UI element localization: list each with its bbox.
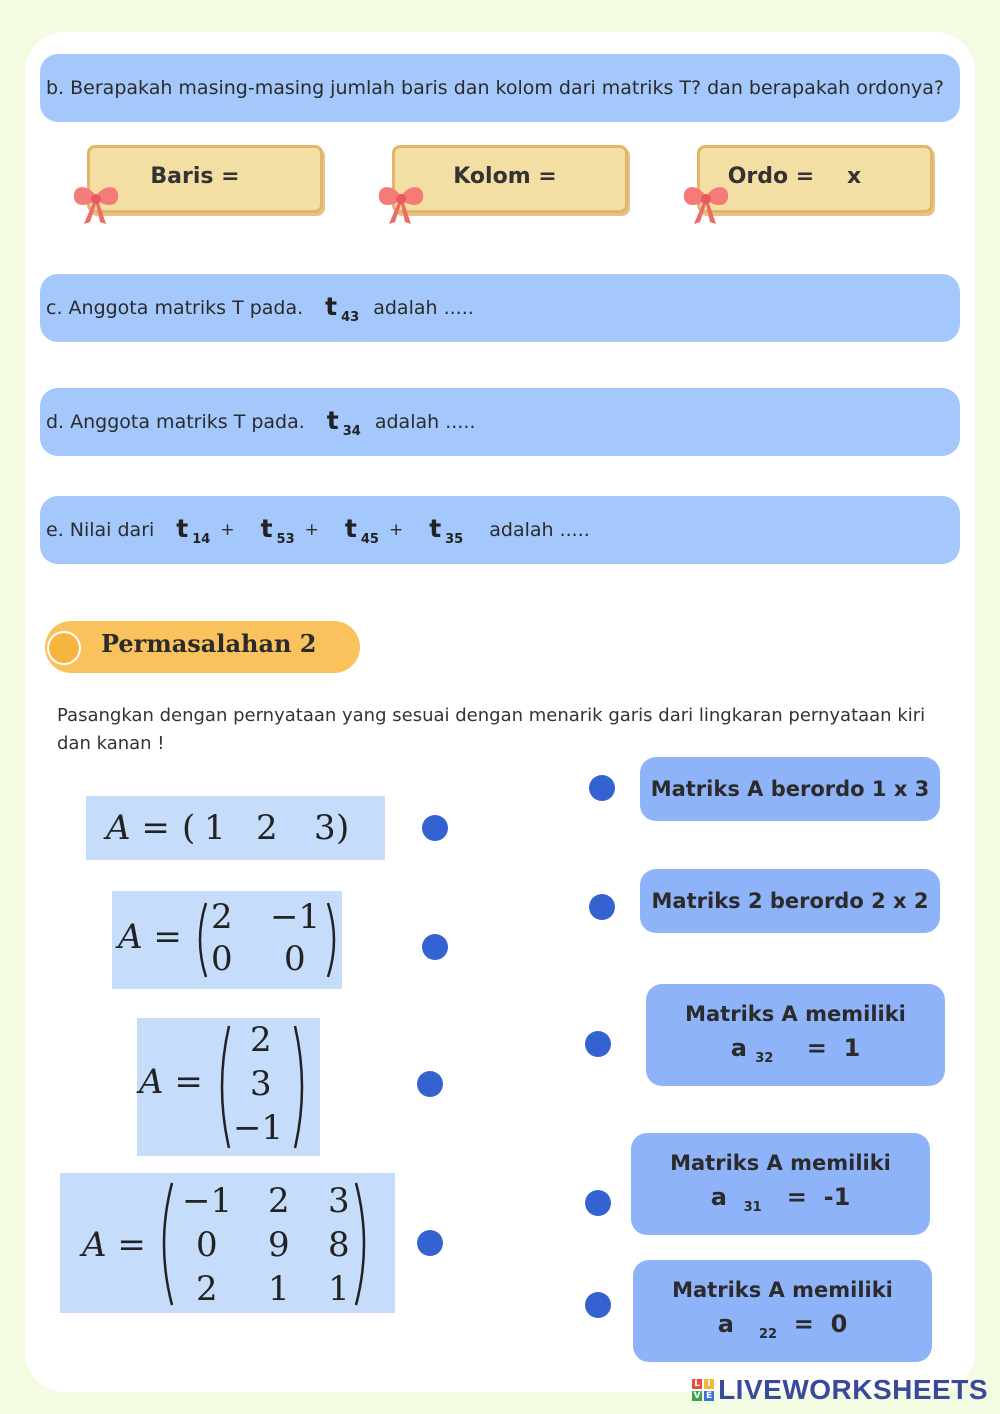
- matrix-cell: 3: [314, 808, 336, 848]
- a-letter: a: [717, 1310, 734, 1338]
- kolom-card: [392, 145, 628, 213]
- matrix-paren-open: (: [182, 808, 196, 848]
- section-title: Permasalahan 2: [101, 629, 317, 658]
- t-element: [176, 514, 210, 547]
- t-subscript: 35: [445, 531, 464, 547]
- answer-box-1: [640, 757, 940, 821]
- t-subscript: 43: [341, 309, 360, 325]
- t-element: [429, 514, 463, 547]
- t-letter: t: [344, 513, 357, 543]
- answer-box-4: [631, 1133, 930, 1235]
- answer-value: 1: [843, 1034, 861, 1062]
- left-match-dot-4[interactable]: [417, 1230, 443, 1256]
- right-match-dot-4[interactable]: [585, 1190, 611, 1216]
- t-letter: t: [429, 513, 442, 543]
- question-d-bar: [40, 388, 960, 456]
- matrix-paren-close: ): [336, 808, 350, 848]
- matrix-cell: 2: [250, 1020, 272, 1060]
- answer-value: -1: [823, 1183, 851, 1211]
- matrix-cell: 2: [196, 1269, 218, 1309]
- t-element: [327, 406, 361, 439]
- a-subscript: 31: [743, 1199, 762, 1215]
- matrix-cell: 2: [211, 897, 233, 937]
- right-match-dot-1[interactable]: [589, 775, 615, 801]
- answer-4-formula: [631, 1183, 930, 1215]
- matrix-lhs: A =: [139, 1062, 203, 1102]
- logo-mark-letter: L: [692, 1379, 702, 1389]
- logo-mark-letter: E: [706, 1391, 713, 1401]
- t-element: [345, 514, 379, 547]
- right-match-dot-5[interactable]: [585, 1292, 611, 1318]
- matrix-cell: −1: [233, 1108, 284, 1148]
- equals-sign: =: [786, 1183, 807, 1211]
- section-bullet-icon: [47, 631, 81, 665]
- plus-sign: +: [220, 520, 235, 540]
- question-b-text: b. Berapakah masing-masing jumlah baris dan kolom dari matriks T? dan berapakah ordonya?: [46, 77, 945, 99]
- matrix-cell: 0: [211, 939, 233, 979]
- question-d-suffix: adalah .....: [374, 411, 476, 433]
- plus-sign: +: [304, 520, 319, 540]
- question-c-prefix: c. Anggota matriks T pada.: [46, 297, 304, 319]
- t-subscript: 45: [360, 531, 379, 547]
- liveworksheets-mark-icon: [692, 1379, 714, 1401]
- equals-sign: =: [806, 1034, 827, 1062]
- answer-box-2: [640, 869, 940, 933]
- right-match-dot-2[interactable]: [589, 894, 615, 920]
- t-subscript: 53: [276, 531, 295, 547]
- matrix-cell: 0: [196, 1225, 218, 1265]
- matrix-4-box: [60, 1173, 395, 1313]
- question-c-bar: [40, 274, 960, 342]
- t-element: [261, 514, 295, 547]
- matrix-3-box: [137, 1018, 320, 1156]
- a-letter: a: [730, 1034, 747, 1062]
- liveworksheets-logo: [692, 1374, 988, 1406]
- a-letter: a: [710, 1183, 727, 1211]
- logo-mark-letter: I: [704, 1379, 714, 1389]
- kolom-label: Kolom =: [453, 164, 557, 189]
- baris-label: Baris =: [150, 164, 240, 189]
- answer-value: 0: [830, 1310, 848, 1338]
- question-e-suffix: adalah .....: [489, 519, 590, 541]
- matrix-cell: −1: [270, 897, 321, 937]
- plus-sign: +: [388, 520, 404, 540]
- matrix-1-box: [86, 796, 385, 860]
- matrix-lhs: A =: [118, 917, 182, 957]
- t-subscript: 34: [342, 423, 361, 439]
- answer-5-line1: Matriks A memiliki: [672, 1278, 893, 1302]
- answer-2-text: Matriks 2 berordo 2 x 2: [651, 889, 929, 913]
- answer-1-text: Matriks A berordo 1 x 3: [650, 777, 930, 801]
- left-match-dot-1[interactable]: [422, 815, 448, 841]
- matrix-cell: 2: [256, 808, 278, 848]
- question-c-suffix: adalah .....: [373, 297, 474, 319]
- logo-text: LIVEWORKSHEETS: [718, 1374, 988, 1405]
- question-e-prefix: e. Nilai dari: [46, 519, 155, 541]
- ordo-label: Ordo =: [727, 164, 815, 189]
- question-e-bar: [40, 496, 960, 564]
- ribbon-bow-icon: [68, 178, 124, 228]
- answer-3-formula: [646, 1034, 945, 1066]
- a-subscript: 22: [758, 1326, 778, 1342]
- answer-box-3: [646, 984, 945, 1086]
- left-match-dot-3[interactable]: [417, 1071, 443, 1097]
- baris-card: [87, 145, 323, 213]
- section-header-pill: [45, 621, 360, 673]
- answer-box-5: [633, 1260, 932, 1362]
- matrix-cell: 0: [284, 939, 306, 979]
- logo-mark-letter: V: [693, 1391, 701, 1401]
- answer-5-formula: [633, 1310, 932, 1342]
- matrix-cell: 3: [328, 1181, 350, 1221]
- answer-3-line1: Matriks A memiliki: [685, 1002, 906, 1026]
- ribbon-bow-icon: [373, 178, 429, 228]
- right-match-dot-3[interactable]: [585, 1031, 611, 1057]
- matrix-cell: 8: [328, 1225, 350, 1265]
- matrix-2-box: [112, 891, 342, 989]
- matrix-lhs: A =: [82, 1225, 146, 1265]
- answer-4-line1: Matriks A memiliki: [670, 1151, 891, 1175]
- matrix-cell: 1: [204, 808, 226, 848]
- t-element: [325, 292, 359, 325]
- t-subscript: 14: [192, 531, 211, 547]
- t-letter: t: [326, 405, 339, 435]
- t-letter: t: [325, 291, 338, 321]
- matrix-cell: 2: [268, 1181, 290, 1221]
- ordo-x: x: [847, 164, 862, 189]
- t-letter: t: [260, 513, 273, 543]
- matrix-cell: 3: [250, 1064, 272, 1104]
- t-letter: t: [176, 513, 189, 543]
- matrix-cell: 1: [268, 1269, 290, 1309]
- left-match-dot-2[interactable]: [422, 934, 448, 960]
- matrix-cell: −1: [182, 1181, 233, 1221]
- question-b-bar: [40, 54, 960, 122]
- a-subscript: 32: [755, 1050, 774, 1066]
- matrix-cell: 1: [328, 1269, 350, 1309]
- question-d-prefix: d. Anggota matriks T pada.: [46, 411, 305, 433]
- matrix-cell: 9: [268, 1225, 290, 1265]
- equals-sign: =: [793, 1310, 814, 1338]
- ordo-card: [697, 145, 933, 213]
- matrix-lhs: A =: [106, 808, 170, 848]
- instruction-text: Pasangkan dengan pernyataan yang sesuai dengan menarik garis dari lingkaran pernyataan kiri dan kanan !: [57, 705, 926, 754]
- ribbon-bow-icon: [678, 178, 734, 228]
